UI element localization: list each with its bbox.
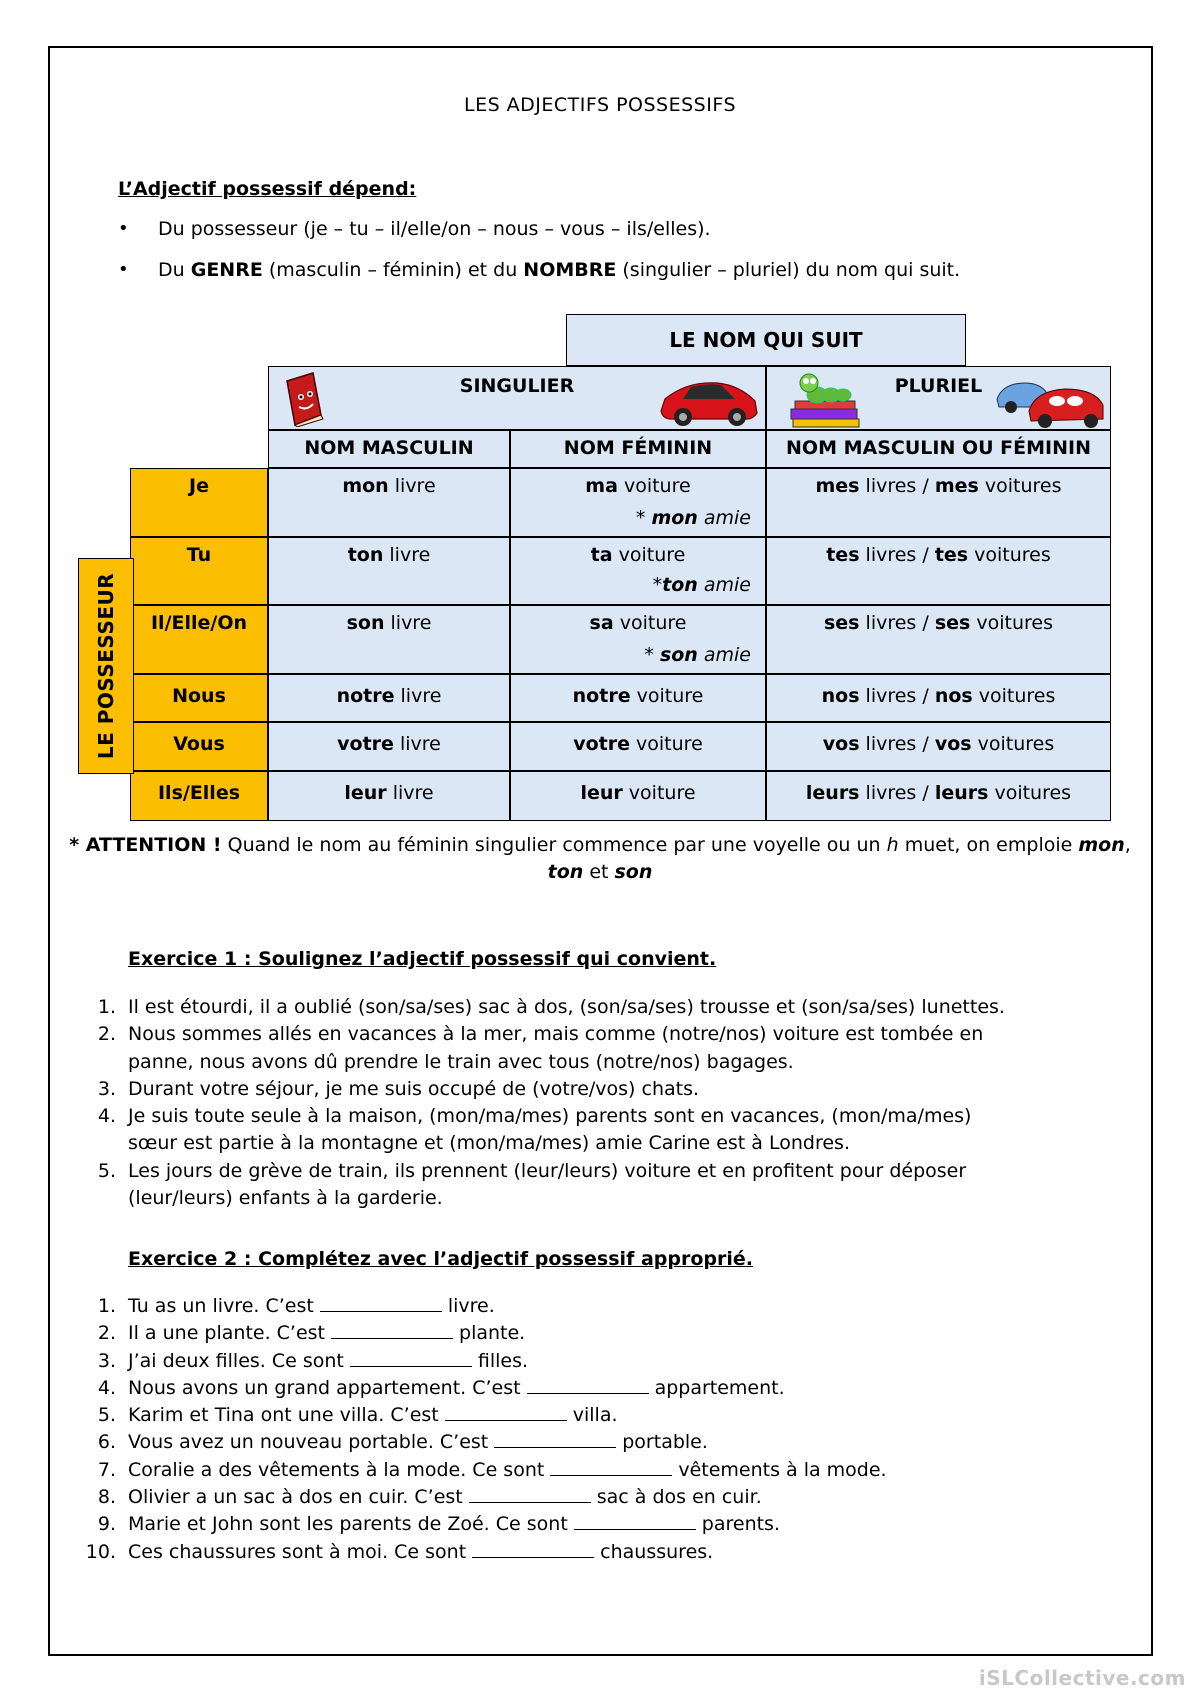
- pronoun: Je: [189, 475, 209, 497]
- answer-blank[interactable]: [331, 1323, 453, 1339]
- list-item: 9. Marie et John sont les parents de Zoé. Ce sont parents.: [97, 1513, 780, 1536]
- exercise2-title: Exercice 2 : Complétez avec l’adjectif possessif approprié.: [128, 1248, 753, 1270]
- exercise1-list: [80, 994, 1140, 1212]
- list-item: 6. Vous avez un nouveau portable. C’est portable.: [97, 1431, 708, 1454]
- list-item: 3. J’ai deux filles. Ce sont filles.: [97, 1349, 529, 1372]
- list-item: 1. Tu as un livre. C’est livre.: [97, 1295, 495, 1317]
- intro-subtitle: L’Adjectif possessif dépend:: [118, 178, 417, 200]
- answer-blank[interactable]: [320, 1296, 442, 1312]
- answer-blank[interactable]: [550, 1460, 672, 1476]
- list-item: 5. Les jours de grève de train, ils prennent (leur/leurs) voiture et en profitent pour déposer (leur/leurs) enfants à la garderie.: [97, 1159, 967, 1210]
- answer-blank[interactable]: [472, 1542, 594, 1558]
- col-header-masculin: NOM MASCULIN: [268, 430, 510, 468]
- col-header-both: NOM MASCULIN OU FÉMININ: [766, 430, 1111, 468]
- exercise2-list: [80, 1293, 1140, 1566]
- answer-blank[interactable]: [574, 1514, 696, 1530]
- list-item: 2. Il a une plante. C’est plante.: [97, 1322, 526, 1345]
- col-header-feminin: NOM FÉMININ: [510, 430, 766, 468]
- page-title: LES ADJECTIFS POSSESSIFS: [463, 94, 737, 116]
- list-item: 4. Nous avons un grand appartement. C’est appartement.: [97, 1376, 785, 1399]
- cars-icon: [995, 369, 1107, 429]
- list-item: 4. Je suis toute seule à la maison, (mon/ma/mes) parents sont en vacances, (mon/ma/mes) sœur est partie à la montagne et (mon/ma/mes) amie Carine est à Londres.: [97, 1105, 972, 1155]
- answer-blank[interactable]: [494, 1432, 616, 1448]
- header-singulier: SINGULIER: [268, 366, 766, 430]
- pronoun: Vous: [173, 733, 225, 755]
- pronoun: Tu: [186, 544, 212, 566]
- book-icon: [281, 371, 327, 427]
- pronoun: Il/Elle/On: [150, 612, 248, 634]
- list-item: 3. Durant votre séjour, je me suis occupé de (votre/vos) chats.: [97, 1077, 700, 1100]
- list-item: 5. Karim et Tina ont une villa. C’est villa.: [97, 1404, 618, 1427]
- list-item: 1. Il est étourdi, il a oublié (son/sa/ses) sac à dos, (son/sa/ses) trousse et (son/sa/ses) lunettes.: [97, 996, 1005, 1018]
- watermark: iSLCollective.com: [978, 1666, 1186, 1690]
- bookworm-icon: [787, 369, 867, 429]
- list-item: 7. Coralie a des vêtements à la mode. Ce sont vêtements à la mode.: [97, 1458, 887, 1481]
- side-label-possesseur: LE POSSESSEUR: [78, 558, 134, 774]
- header-nom-qui-suit: LE NOM QUI SUIT: [566, 314, 966, 366]
- answer-blank[interactable]: [445, 1405, 567, 1421]
- pronoun: Nous: [172, 685, 226, 707]
- header-pluriel: PLURIEL: [766, 366, 1111, 430]
- list-item: 8. Olivier a un sac à dos en cuir. C’est sac à dos en cuir.: [97, 1486, 762, 1509]
- attention-note: * ATTENTION ! Quand le nom au féminin singulier commence par une voyelle ou un h muet, on emploie mon, ton et son: [69, 834, 1131, 883]
- list-item: 10. Ces chaussures sont à moi. Ce sont chaussures.: [85, 1540, 714, 1563]
- car-icon: [657, 373, 761, 429]
- list-item: 2. Nous sommes allés en vacances à la mer, mais comme (notre/nos) voiture est tombée en panne, nous avons dû prendre le train avec tous (notre/nos) bagages.: [97, 1023, 984, 1073]
- pronoun: Ils/Elles: [157, 782, 241, 804]
- answer-blank[interactable]: [350, 1351, 472, 1367]
- answer-blank[interactable]: [527, 1378, 649, 1394]
- intro-bullet: • Du possesseur (je – tu – il/elle/on – nous – vous – ils/elles).: [118, 214, 1118, 255]
- intro-bullet: • Du GENRE (masculin – féminin) et du NOMBRE (singulier – pluriel) du nom qui suit.: [118, 255, 1118, 296]
- exercise1-title: Exercice 1 : Soulignez l’adjectif possessif qui convient.: [128, 948, 717, 970]
- answer-blank[interactable]: [469, 1487, 591, 1503]
- intro-bullets: [118, 214, 1118, 296]
